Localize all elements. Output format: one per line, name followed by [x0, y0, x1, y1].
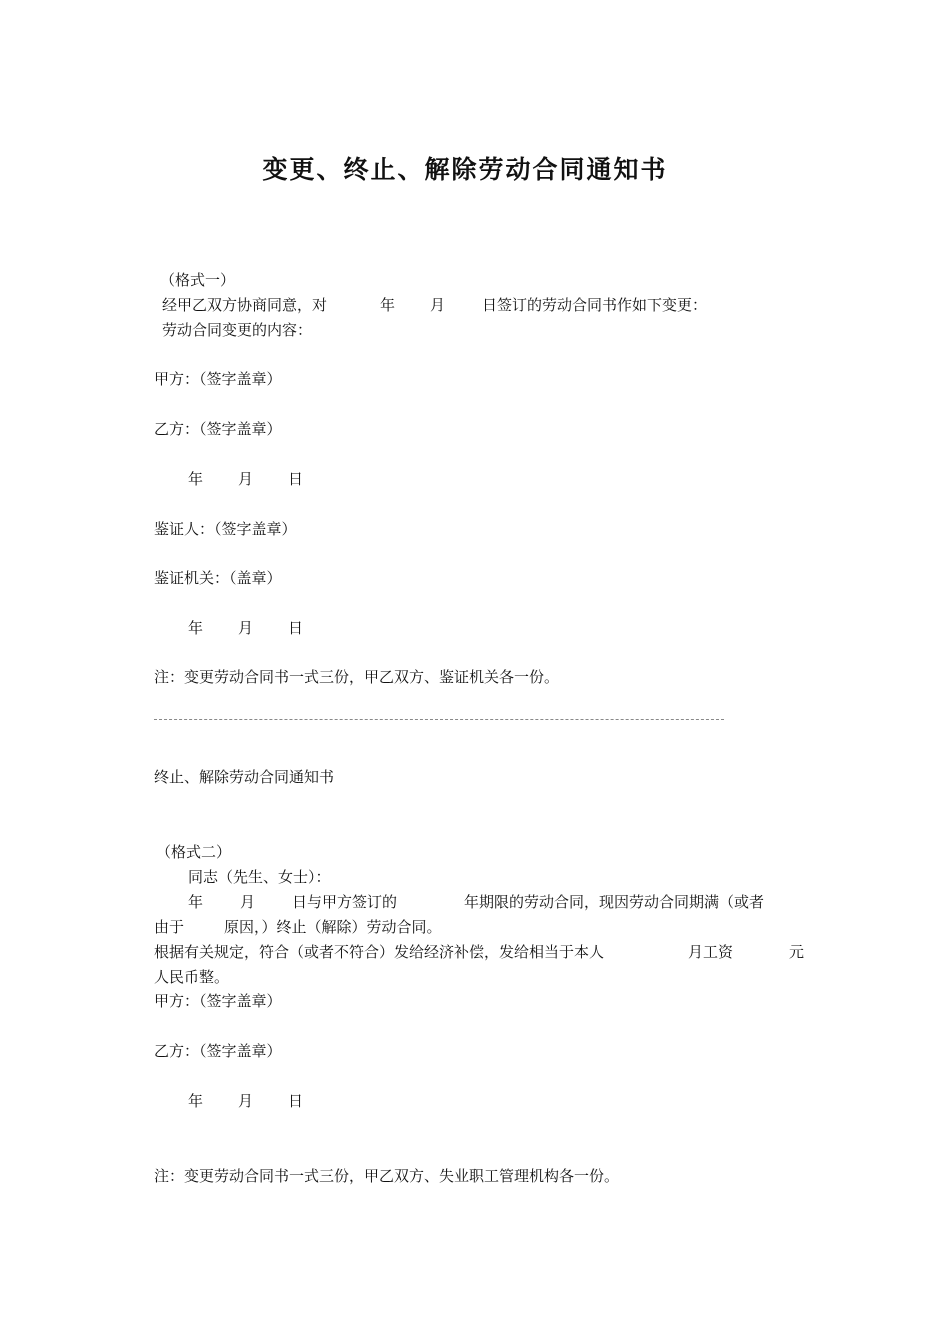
format1-party-b: 乙方：（签字盖章） [154, 420, 282, 438]
format1-intro-suffix: 日签订的劳动合同书作如下变更： [482, 296, 708, 314]
format1-label: （格式一） [160, 271, 236, 289]
format1-witness: 鉴证人：（签字盖章） [154, 520, 297, 538]
format1-intro-year: 年 [380, 296, 396, 314]
format1-date2-day: 日 [288, 619, 304, 637]
format2-note: 注：变更劳动合同书一式三份，甲乙双方、失业职工管理机构各一份。 [154, 1167, 620, 1185]
format1-note: 注：变更劳动合同书一式三份，甲乙双方、鉴证机关各一份。 [154, 668, 560, 686]
format2-line1-year: 年 [188, 893, 204, 911]
format2-line3-unit: 元 [789, 943, 805, 961]
format2-party-b: 乙方：（签字盖章） [154, 1042, 282, 1060]
format1-content-label: 劳动合同变更的内容： [162, 321, 313, 339]
format1-date1-month: 月 [238, 470, 254, 488]
format2-label: （格式二） [156, 843, 232, 861]
document-title: 变更、终止、解除劳动合同通知书 [262, 155, 668, 184]
format2-line4: 人民币整。 [154, 968, 230, 986]
format2-line1-day-text: 日与甲方签订的 [292, 893, 398, 911]
format2-line1-month: 月 [240, 893, 256, 911]
format2-line2-suffix: 原因，）终止（解除）劳动合同。 [224, 918, 442, 936]
section2-title: 终止、解除劳动合同通知书 [154, 768, 335, 786]
format2-date-month: 月 [238, 1092, 254, 1110]
format1-intro-prefix: 经甲乙双方协商同意，对 [162, 296, 328, 314]
format1-date1-day: 日 [288, 470, 304, 488]
format1-witness-org: 鉴证机关：（盖章） [154, 569, 282, 587]
format2-line3-wage: 月工资 [688, 943, 734, 961]
section-divider [154, 719, 724, 720]
format1-date2-month: 月 [238, 619, 254, 637]
format2-line3-text: 根据有关规定，符合（或者不符合）发给经济补偿，发给相当于本人 [154, 943, 605, 961]
format1-date1-year: 年 [188, 470, 204, 488]
format2-date-day: 日 [288, 1092, 304, 1110]
format2-party-a: 甲方：（签字盖章） [154, 992, 282, 1010]
format2-line2-prefix: 由于 [154, 918, 185, 936]
format1-intro-month: 月 [430, 296, 446, 314]
format1-party-a: 甲方：（签字盖章） [154, 370, 282, 388]
format2-salutation: 同志（先生、女士）： [188, 868, 331, 886]
format1-date2-year: 年 [188, 619, 204, 637]
format2-line1-term-text: 年期限的劳动合同，现因劳动合同期满（或者 [464, 893, 765, 911]
format2-date-year: 年 [188, 1092, 204, 1110]
